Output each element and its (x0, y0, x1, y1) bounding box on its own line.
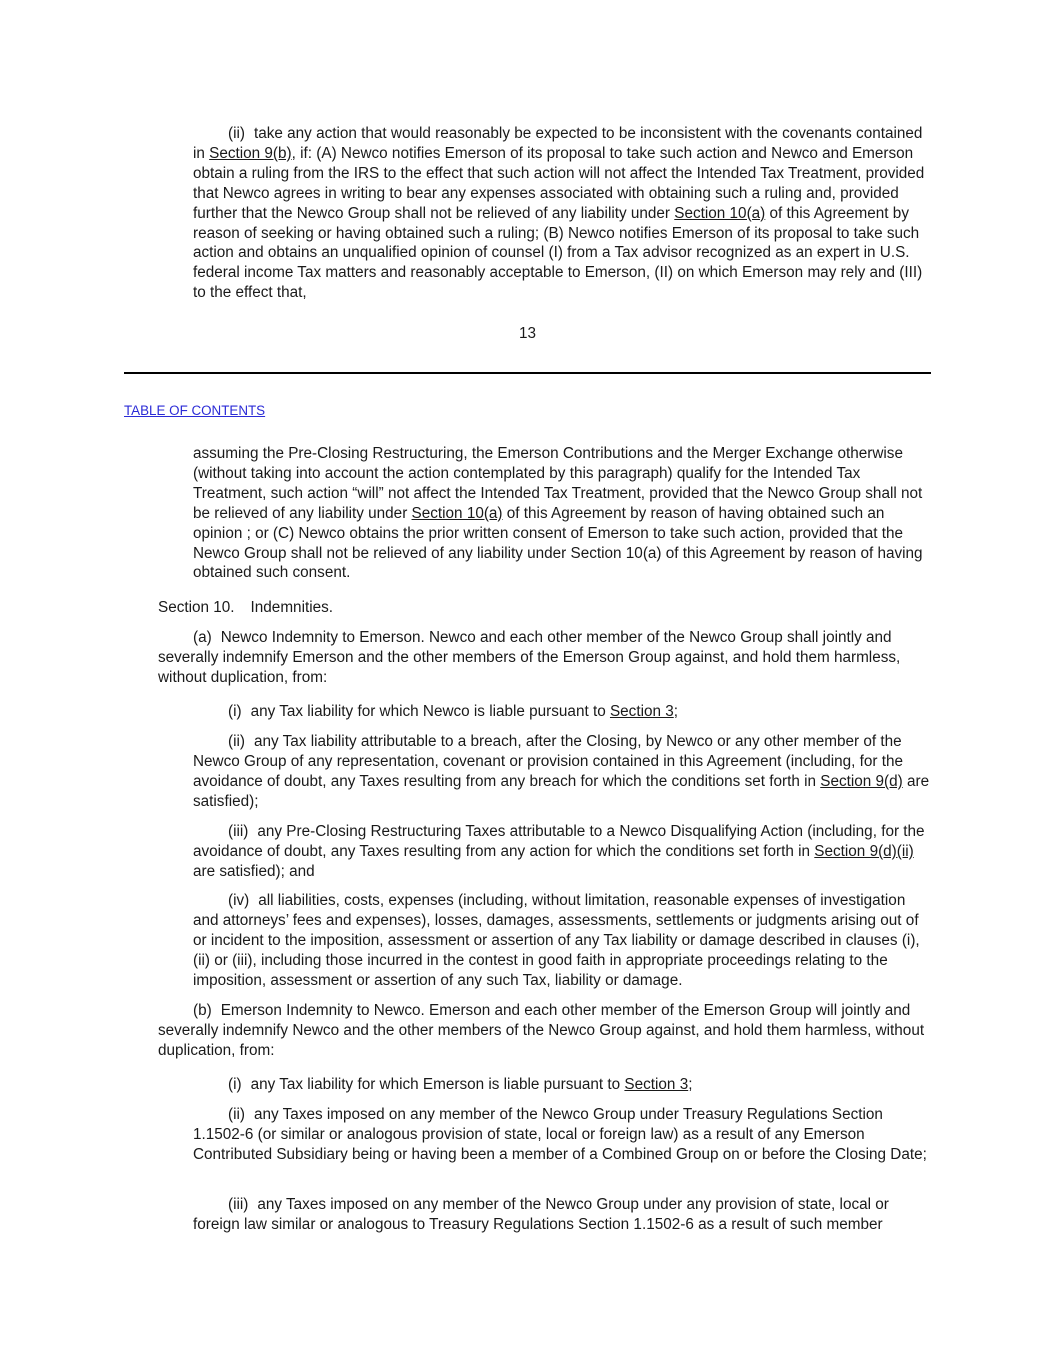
clause-label: (i) (228, 703, 242, 720)
paragraph-b: (b) Emerson Indemnity to Newco. Emerson and each other member of the Emerson Group will jointly and severally indemnify Newco and the other members of the Newco Group against, and hold them harmless, without duplication, from: (158, 1002, 925, 1059)
section-reference: Section 9(d)(ii) (814, 842, 914, 860)
page-number: 13 (518, 325, 536, 342)
section-reference: Section 10(a) (411, 504, 503, 522)
clause-label: (ii) (228, 733, 245, 750)
clause-a-i: (i) any Tax liability for which Newco is liable pursuant to Section 3; (228, 703, 678, 720)
clause-label: (ii) (228, 1106, 245, 1123)
clause-label: (i) (228, 1076, 242, 1093)
clause-b-ii: (ii) any Taxes imposed on any member of the Newco Group under Treasury Regulations Section 1.1502-6 (or similar or analogous provision of state, local or foreign law) as a result of any Emerson Contributed Subsidiary being or having been a member of a Combined Group on or before the Closing Date; (193, 1106, 927, 1163)
section-heading (158, 598, 933, 618)
paragraph-a: (a) Newco Indemnity to Emerson. Newco and each other member of the Newco Group shall jointly and severally indemnify Emerson and the other members of the Emerson Group against, and hold them harmless, without duplication, from: (158, 629, 901, 686)
clause-a-ii: (ii) any Tax liability attributable to a breach, after the Closing, by Newco or any other member of the Newco Group of any representation, covenant or provision contained in this Agreement (including, for the avoidance of doubt, any Taxes resulting from any breach for which the conditions set forth in Section 9(d) are satisfied); (193, 733, 930, 810)
clause-label: (a) (193, 629, 212, 646)
table-of-contents-link[interactable]: TABLE OF CONTENTS (124, 403, 266, 418)
section-reference: Section 9(d) (820, 772, 903, 790)
clause-label: (ii) (228, 125, 245, 142)
clause-a-iv: (iv) all liabilities, costs, expenses (including, without limitation, reasonable expenses of investigation and attorneys’ fees and expenses), losses, damages, assessments, settlements or judgments arising out of or incident to the imposition, assessment or assertion of any Tax liability or damage described in clauses (i), (ii) or (iii), including those incurred in the contest in good faith in appropriate proceedings relating to the imposition, assessment or assertion of any such Tax, liability or damage. (193, 892, 920, 989)
section-reference: Section 9(b) (209, 144, 292, 162)
section-reference: Section 3 (624, 1076, 689, 1093)
section-reference: Section 3 (609, 703, 674, 720)
page-divider (124, 372, 931, 374)
section-reference: Section 10(a) (674, 204, 766, 222)
clause-ii-take-action: (ii) take any action that would reasonably be expected to be inconsistent with the covenants contained in Section 9(b), if: (A) Newco notifies Emerson of its proposal to take such action and Newco and Emerson obtain a ruling from the IRS to the effect that such action will not affect the Intended Tax Treatment, provided that Newco agrees in writing to bear any expenses associated with obtaining such a ruling and, provided further that the Newco Group shall not be relieved of any liability under Section 10(a) of this Agreement by reason of seeking or having obtained such a ruling; (B) Newco notifies Emerson of its proposal to take such action and obtains an unqualified opinion of counsel (I) from a Tax advisor recognized as an expert in U.S. federal income Tax matters and reasonably acceptable to Emerson, (II) on which Emerson may rely and (III) to the effect that, (193, 125, 925, 302)
clause-label: (b) (193, 1002, 212, 1019)
clause-b-iii: (iii) any Taxes imposed on any member of the Newco Group under any provision of state, local or foreign law similar or analogous to Treasury Regulations Section 1.1502-6 as a result of such member (193, 1196, 889, 1233)
clause-label: (iii) (228, 823, 249, 840)
continuation-paragraph: assuming the Pre-Closing Restructuring, the Emerson Contributions and the Merger Exchange otherwise (without taking into account the action contemplated by this paragraph) qualify for the Intended Tax Treatment, such action “will” not affect the Intended Tax Treatment, provided that the Newco Group shall not be relieved of any liability under Section 10(a) of this Agreement by reason of having obtained such an opinion ; or (C) Newco obtains the prior written consent of Emerson to take such action, provided that the Newco Group shall not be relieved of any liability under Section 10(a) of this Agreement by reason of having obtained such consent. (193, 445, 923, 582)
section-title: Indemnities. (250, 599, 334, 616)
clause-b-i: (i) any Tax liability for which Emerson is liable pursuant to Section 3; (228, 1076, 693, 1093)
clause-label: (iv) (228, 892, 250, 909)
section-number: Section 10. (158, 599, 235, 616)
clause-a-iii: (iii) any Pre-Closing Restructuring Taxes attributable to a Newco Disqualifying Action (including, for the avoidance of doubt, any Taxes resulting from any action for which the conditions set forth in Section 9(d)(ii) are satisfied); and (193, 823, 925, 880)
clause-label: (iii) (228, 1196, 249, 1213)
